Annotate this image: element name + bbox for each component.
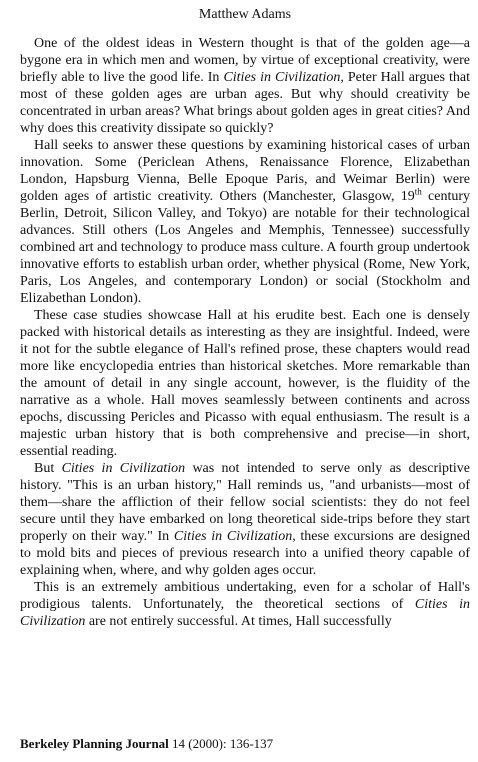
article-body <box>20 35 470 630</box>
italic-title: Cities in Civilization <box>223 70 341 85</box>
text-run: Hall seeks to answer these questions by examining historical cases of urban innovation. Some (Periclean Athens, Renaissance Florence, Elizabethan London, Hapsburg Vienna, Belle Epoque Paris, and Weimar Berlin) were golden ages of artistic creativity. Others (Manchester, Glasgow, 19 <box>20 138 470 204</box>
text-run: One of the oldest ideas in Western thought is that of the golden age—a bygone era in which men and women, by virtue of exceptional creativity, were briefly able to live the good life. In <box>20 36 470 85</box>
italic-title: Cities in Civilization <box>61 461 186 476</box>
text-run: was not intended to serve only as descriptive history. "This is an urban history," Hall reminds us, "and urbanists—most of them—share the affliction of their fellow social scientists: they do not feel secure until they have embarked on long theoretical side-trips before they start properly on their way." In <box>20 461 470 544</box>
text-run: This is an extremely ambitious undertaking, even for a scholar of Hall's prodigious talents. Unfortunately, the theoretical sections of <box>20 580 470 612</box>
paragraph-1 <box>20 35 470 137</box>
page <box>20 6 470 630</box>
text-run: , these excursions are designed to mold bits and pieces of previous research into a unified theory capable of explaining when, where, and why golden ages occur. <box>20 529 471 578</box>
paragraph-2 <box>20 137 470 307</box>
italic-title: Cities in Civilization <box>20 597 470 629</box>
footer-journal-name: Berkeley Planning Journal <box>20 736 169 751</box>
text-run: century Berlin, Detroit, Silicon Valley, and Tokyo) are notable for their technological advances. Still others (Los Angeles and Memphis, Tennessee) successfully combined art and technology to produce mass culture. A fourth group undertook innovative efforts to establish urban order, whether physical (Rome, New York, Paris, Los Angeles, and contemporary London) or social (Stockholm and Elizabethan London). <box>20 189 470 306</box>
text-run: These case studies showcase Hall at his erudite best. Each one is densely packed with historical details as interesting as they are insightful. Indeed, were it not for the subtle elegance of Hall's refined prose, these chapters would read more like encyclopedia entries than historical sketches. More remarkable than the amount of detail in any single account, however, is the fluidity of the narrative as a whole. Hall moves seamlessly between continents and across epochs, discussing Pericles and Picasso with equal enthusiasm. The result is a majestic urban history that is both comprehensive and precise—in short, essential reading. <box>20 308 470 459</box>
running-header-author: Matthew Adams <box>198 7 292 22</box>
text-run: , Peter Hall argues that most of these golden ages are urban ages. But why should creativity be concentrated in urban areas? What brings about golden ages in great cities? And why does this creativity dissipate so quickly? <box>20 70 470 136</box>
footer-volume-pages: 14 (2000): 136-137 <box>168 736 274 751</box>
paragraph-4 <box>20 460 470 579</box>
paragraph-3 <box>20 307 470 460</box>
paragraph-5 <box>20 579 470 630</box>
text-run: are not entirely successful. At times, Hall successfully <box>85 614 392 629</box>
text-run: But <box>34 461 62 476</box>
italic-title: Cities in Civilization <box>173 529 293 544</box>
footer-citation <box>20 736 273 752</box>
ordinal-superscript: th <box>414 186 422 197</box>
